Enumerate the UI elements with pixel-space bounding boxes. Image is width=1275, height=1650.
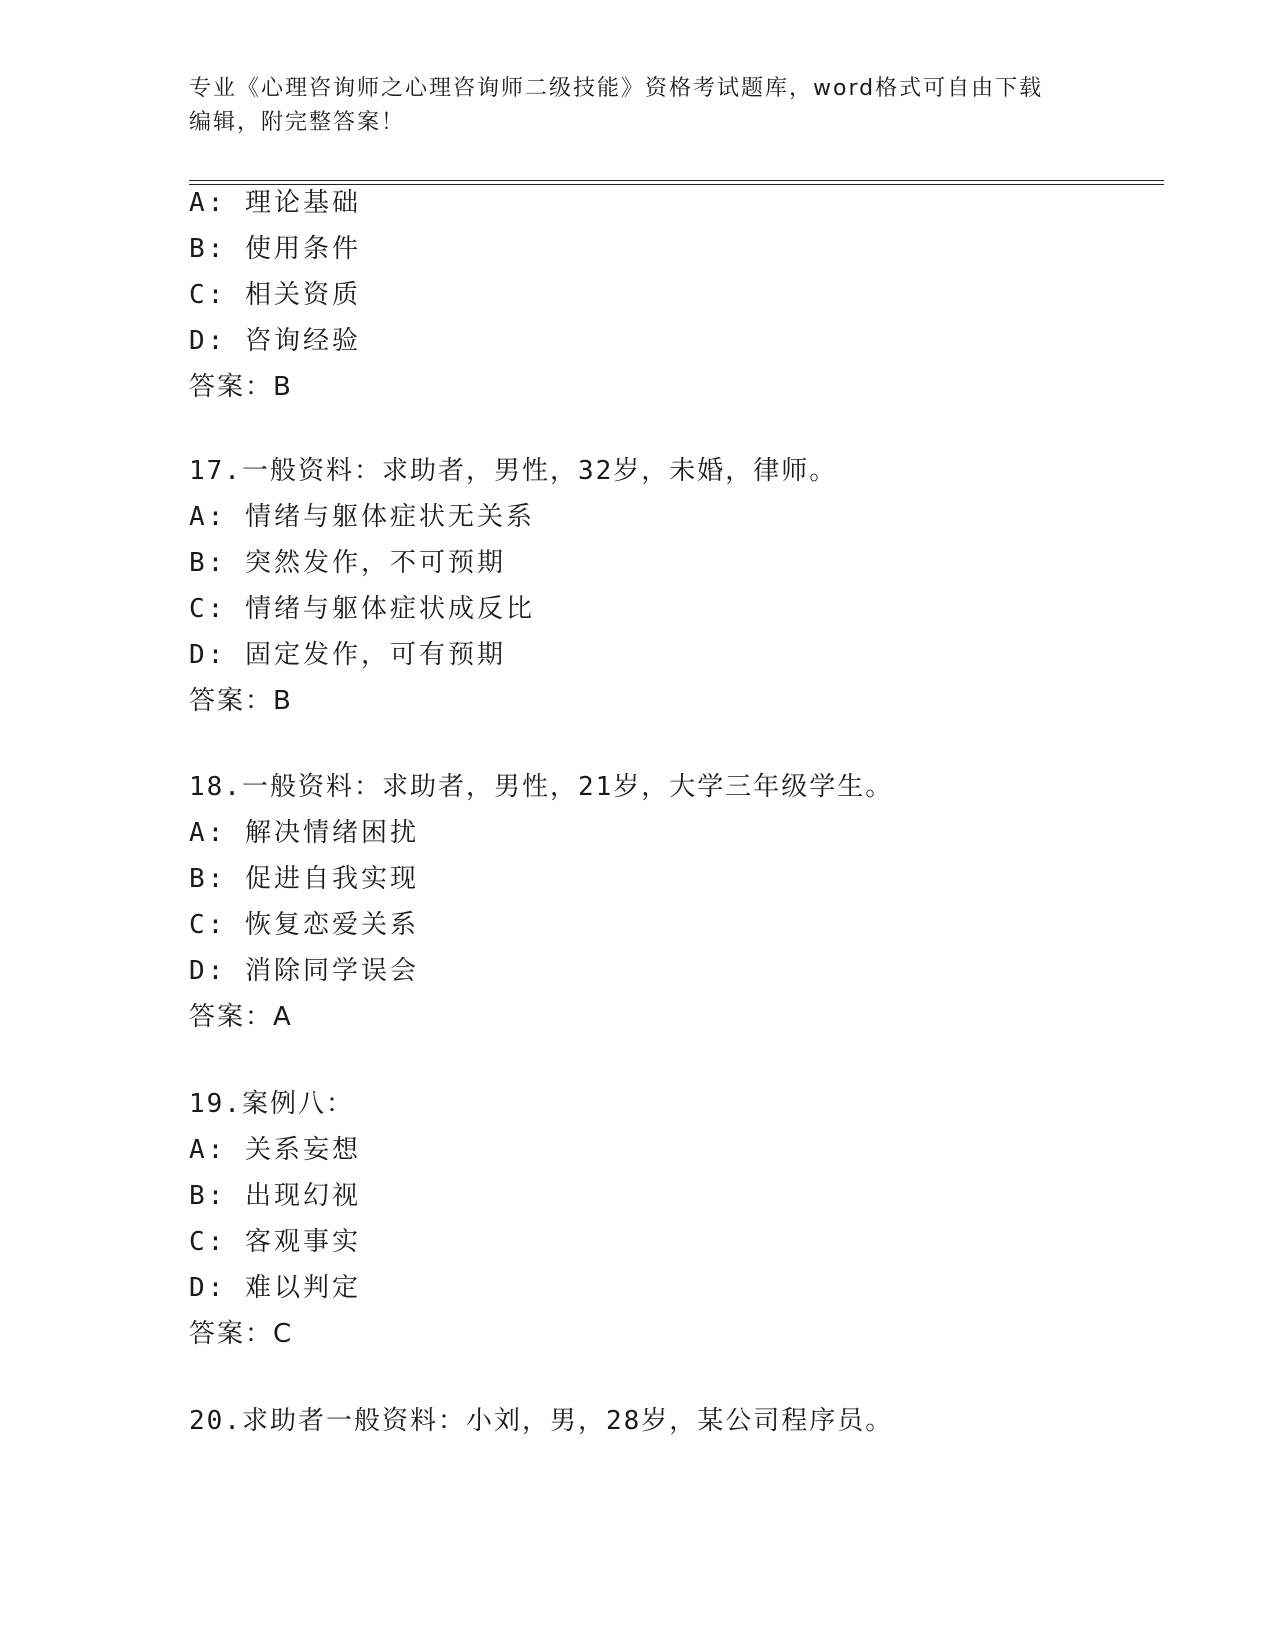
option-b: B: 使用条件 bbox=[189, 234, 361, 264]
header-line-1: 专业《心理咨询师之心理咨询师二级技能》资格考试题库，word格式可自由下载 bbox=[189, 76, 1044, 101]
option-c: C: 情绪与躯体症状成反比 bbox=[189, 594, 535, 624]
option-c: C: 恢复恋爱关系 bbox=[189, 910, 419, 940]
option-a: A: 解决情绪困扰 bbox=[189, 818, 419, 848]
question-block-19 bbox=[189, 1081, 1189, 1357]
option-d: D: 咨询经验 bbox=[189, 326, 361, 356]
answer-line: 答案：B bbox=[189, 686, 293, 716]
option-b: B: 促进自我实现 bbox=[189, 864, 419, 894]
option-b: B: 出现幻视 bbox=[189, 1181, 361, 1211]
option-c: C: 客观事实 bbox=[189, 1227, 361, 1257]
question-title: 20.求助者一般资料：小刘，男，28岁，某公司程序员。 bbox=[189, 1406, 894, 1436]
answer-line: 答案：B bbox=[189, 372, 293, 402]
question-block-20 bbox=[189, 1398, 1189, 1444]
option-a: A: 理论基础 bbox=[189, 188, 361, 218]
option-a: A: 关系妄想 bbox=[189, 1135, 361, 1165]
option-d: D: 固定发作，可有预期 bbox=[189, 640, 506, 670]
question-title: 17.一般资料：求助者，男性，32岁，未婚，律师。 bbox=[189, 456, 838, 486]
option-d: D: 难以判定 bbox=[189, 1273, 361, 1303]
question-block-16 bbox=[189, 180, 1189, 410]
question-title: 19.案例八： bbox=[189, 1089, 354, 1119]
option-b: B: 突然发作，不可预期 bbox=[189, 548, 506, 578]
option-a: A: 情绪与躯体症状无关系 bbox=[189, 502, 535, 532]
answer-line: 答案：A bbox=[189, 1002, 293, 1032]
answer-line: 答案：C bbox=[189, 1319, 294, 1349]
header-line-2: 编辑，附完整答案！ bbox=[189, 110, 406, 135]
question-block-17 bbox=[189, 448, 1189, 724]
question-block-18 bbox=[189, 764, 1189, 1040]
option-c: C: 相关资质 bbox=[189, 280, 361, 310]
option-d: D: 消除同学误会 bbox=[189, 956, 419, 986]
question-title: 18.一般资料：求助者，男性，21岁，大学三年级学生。 bbox=[189, 772, 894, 802]
document-header bbox=[189, 72, 1089, 140]
